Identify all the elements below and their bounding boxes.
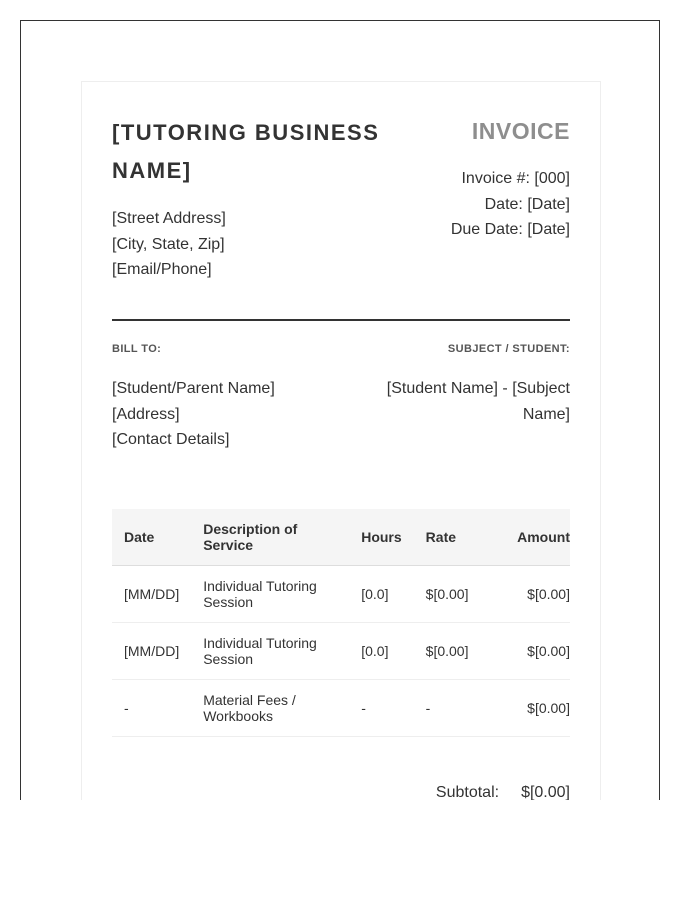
invoice-sheet [81, 81, 601, 800]
row-hours: - [349, 680, 413, 737]
table-row [112, 623, 570, 680]
row-amount: $[0.00] [481, 623, 571, 680]
bill-to-label: BILL TO: [112, 343, 162, 355]
row-date: [MM/DD] [112, 623, 191, 680]
page-frame [20, 20, 660, 800]
row-hours: [0.0] [349, 566, 413, 623]
row-date: - [112, 680, 191, 737]
table-header-row [112, 509, 570, 566]
header-amount: Amount [481, 509, 571, 566]
header-rate: Rate [414, 509, 481, 566]
bill-to-details [112, 376, 352, 453]
row-description: Material Fees / Workbooks [191, 680, 349, 737]
business-contact: [Email/Phone] [112, 261, 212, 278]
subtotal-label: Subtotal: [435, 784, 500, 800]
table-row [112, 566, 570, 623]
row-rate: - [414, 680, 481, 737]
bill-to-name: [Student/Parent Name] [112, 380, 275, 397]
header-date: Date [112, 509, 191, 566]
row-rate: $[0.00] [414, 623, 481, 680]
row-description: Individual Tutoring Session [191, 566, 349, 623]
subtotal-value: $[0.00] [521, 784, 570, 800]
row-date: [MM/DD] [112, 566, 191, 623]
header-divider [112, 319, 570, 321]
row-hours: [0.0] [349, 623, 413, 680]
header-description: Description of Service [191, 509, 349, 566]
row-rate: $[0.00] [414, 566, 481, 623]
row-description: Individual Tutoring Session [191, 623, 349, 680]
business-city: [City, State, Zip] [112, 235, 225, 253]
row-amount: $[0.00] [481, 566, 571, 623]
business-street: [Street Address] [112, 210, 226, 227]
business-name: [TUTORING BUSINESS NAME] [112, 120, 380, 183]
invoice-title: INVOICE [471, 118, 570, 144]
line-items-table [112, 509, 570, 737]
invoice-number: Invoice #: [000] [461, 170, 570, 187]
subtotal-row [436, 784, 570, 800]
bill-to-address: [Address] [112, 405, 180, 423]
header-hours: Hours [349, 509, 413, 566]
table-row [112, 680, 570, 737]
subject-label: SUBJECT / STUDENT: [447, 343, 570, 355]
invoice-due-date: Due Date: [Date] [450, 221, 570, 238]
invoice-date: Date: [Date] [484, 195, 570, 213]
invoice-meta [420, 166, 570, 243]
row-amount: $[0.00] [481, 680, 571, 737]
subject-details: [Student Name] - [Subject Name] [386, 380, 570, 423]
bill-to-contact: [Contact Details] [112, 431, 230, 448]
business-address [112, 206, 352, 283]
invoice-content [112, 82, 570, 800]
